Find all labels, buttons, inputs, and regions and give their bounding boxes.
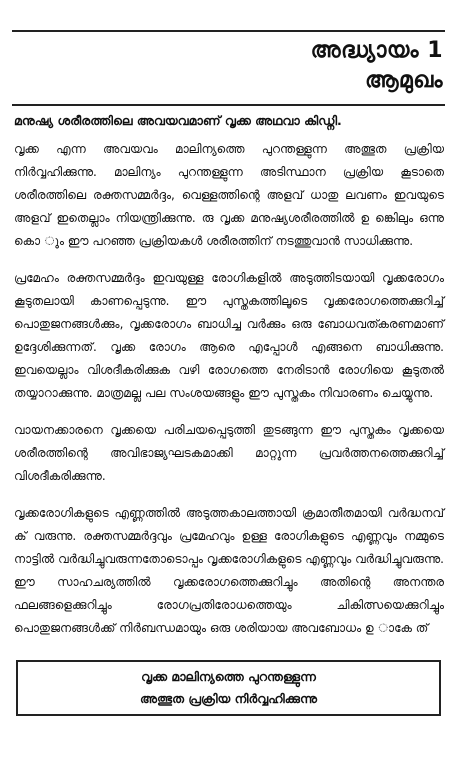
paragraph-1: വൃക്ക എന്ന അവയവം മാലിന്യത്തെ പുറന്തള്ളുന്ന അത്ഭുത പ്രക്രിയ നിർവ്വഹിക്കുന്നു. മാലിന്യം പുറന്തള്ളുന്ന അടിസ്ഥാന പ്രക്രിയ കൂടാതെ ശരീരത്തിലെ രക്തസമ്മർദ്ദം, വെള്ളത്തിന്റെ അളവ് ധാതു ലവണം ഇവയുടെ അളവ് ഇതെല്ലാം നിയന്ത്രിക്കുന്നു. രു വൃക്ക മനുഷ്യശരീരത്തിൽ ഉ ങ്കെിലും ഒന്നു കൊ ും ഈ പറഞ്ഞ പ്രക്രിയകൾ ശരീരത്തിന് നടത്തുവാൻ സാധിക്കുന്നു. [14,142,444,248]
chapter-number: അദ്ധ്യായം 1 [310,38,443,63]
chapter-heading [311,36,443,96]
chapter-title: ആമുഖം [364,68,443,93]
callout-box [16,660,441,716]
body-text [14,138,444,654]
top-rule [12,30,445,32]
paragraph-3: വായനക്കാരനെ വൃക്കയെ പരിചയപ്പെടുത്തി തുടങ്ങുന്ന ഈ പുസ്തകം വൃക്കയെ ശരീരത്തിന്റെ അവിഭാജ്യഘടകമാക്കി മാറ്റുന്ന പ്രവർത്തനത്തെക്കുറിച്ച് വിശദീകരിക്കുന്നു. [14,423,444,483]
paragraph-4: വൃക്കരോഗികളുടെ എണ്ണത്തിൽ അടുത്തകാലത്തായി ക്രമാതീതമായി വർദ്ധനവ് ക് വരുന്നു. രക്തസമ്മർദ്ദവും പ്രമേഹവും ഉള്ള രോഗികളുടെ എണ്ണവും നമ്മുടെ നാട്ടിൽ വർദ്ധിച്ചുവരുന്നതോടൊപ്പം വൃക്കരോഗികളുടെ എണ്ണവും വർദ്ധിച്ചുവരുന്നു. ഈ സാഹചര്യത്തിൽ വൃക്കരോഗത്തെക്കുറിച്ചും അതിന്റെ അനന്തര ഫലങ്ങളെക്കുറിച്ചും രോഗപ്രതിരോധത്തെയും ചികിത്സയെക്കുറിച്ചും പൊതുജനങ്ങൾക്ക് നിർബന്ധമായും ഒരു ശരിയായ അവബോധം ഉ ാകേ ത് [14,506,444,635]
heading-rule [12,104,445,106]
callout-line-1: വൃക്ക മാലിന്യത്തെ പുറന്തള്ളുന്ന [141,669,316,684]
paragraph-2: പ്രമേഹം രക്തസമ്മർദ്ദം ഇവയുള്ള രോഗികളിൽ അടുത്തിടയായി വൃക്കരോഗം കൂടുതലായി കാണപ്പെടുന്നു. ഈ പുസ്തകത്തിലൂടെ വൃക്കരോഗത്തെക്കുറിച്ച് പൊതുജനങ്ങൾക്കും, വൃക്കരോഗം ബാധിച്ച വർക്കും ഒരു ബോധവത്കരണമാണ് ഉദ്ദേശിക്കുന്നത്. വൃക്ക രോഗം ആരെ എപ്പോൾ എങ്ങനെ ബാധിക്കുന്നു. ഇവയെല്ലാം വിശദീകരിക്കുക വഴി രോഗത്തെ നേരിടാൻ രോഗിയെ കൂടുതൽ തയ്യാറാക്കുന്നു. മാത്രമല്ല പല സംശയങ്ങളും ഈ പുസ്തകം നിവാരണം ചെയ്യുന്നു. [14,271,444,400]
callout-line-2: അത്ഭുത പ്രക്രിയ നിർവ്വഹിക്കുന്നു [140,691,317,706]
lead-sentence: മനുഷ്യ ശരീരത്തിലെ അവയവമാണ് വൃക്ക അഥവാ കിഡ്നി. [14,113,342,128]
